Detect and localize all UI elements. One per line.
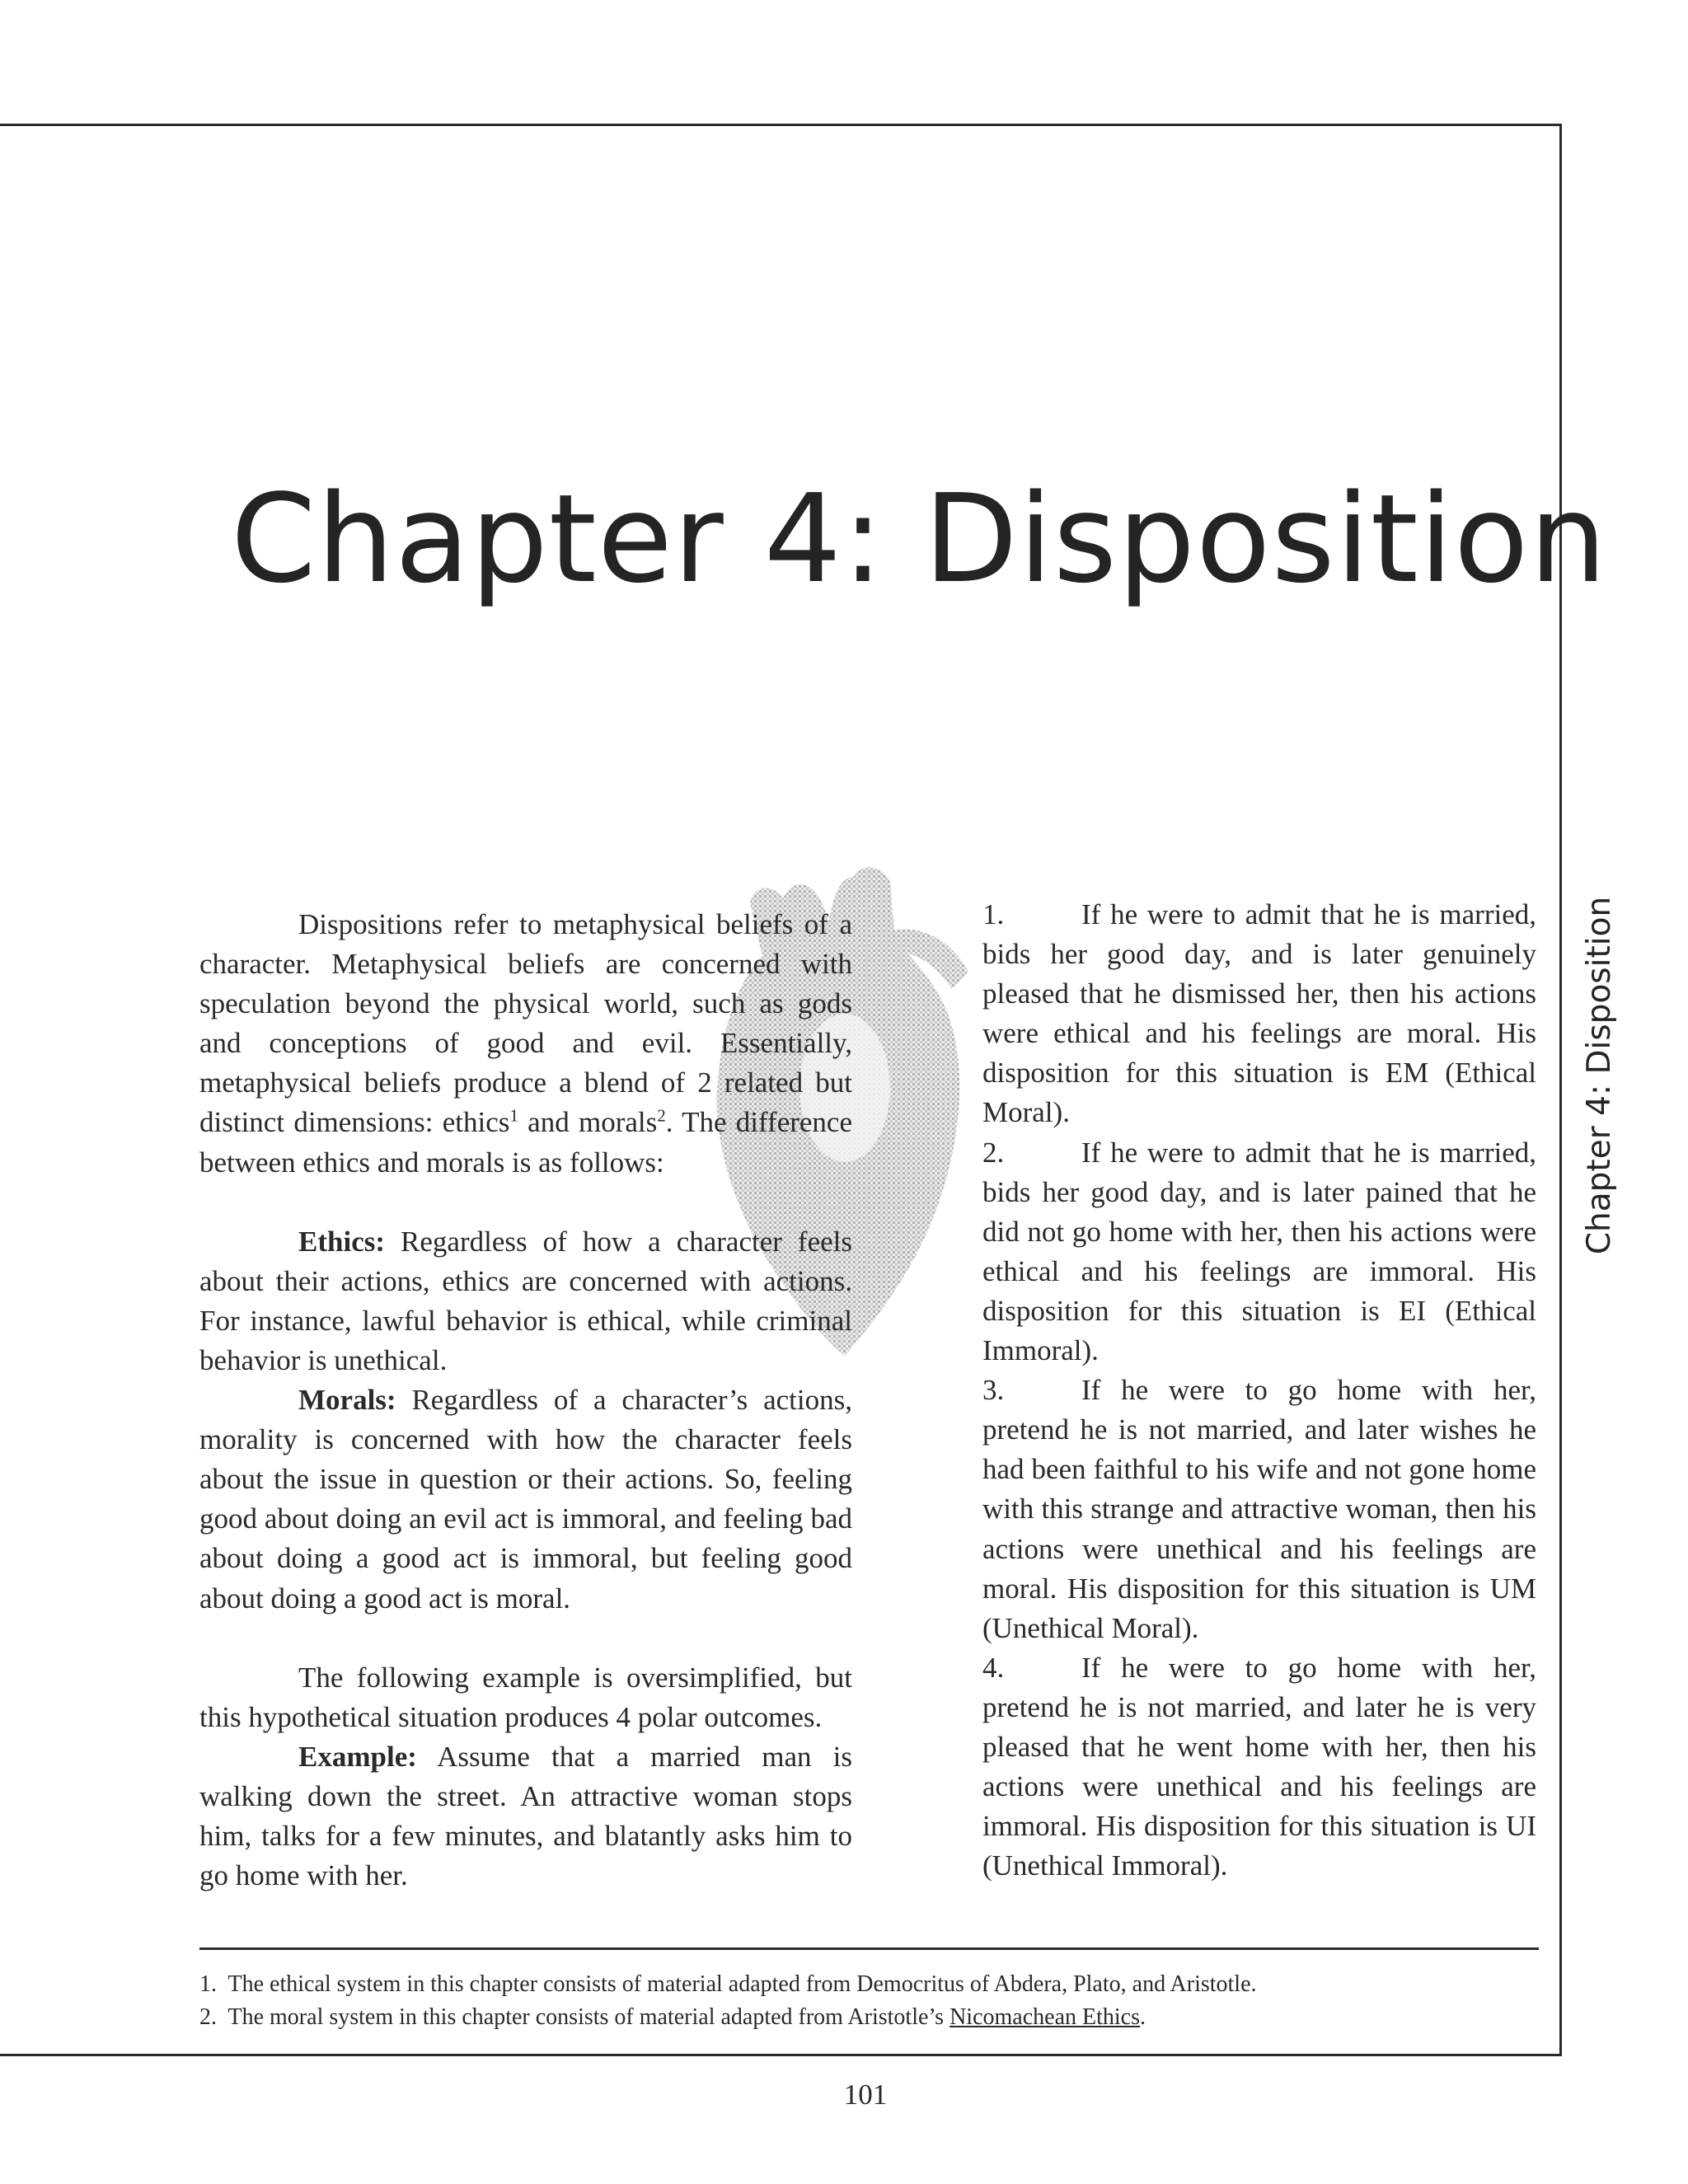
outcome-number: 2.	[982, 1136, 1005, 1169]
outcome-text: If he were to go home with her, pretend he is not married, and later wishes he had been faithful to his wife and not gone home with this strange and attractive woman, then his actions were unethical and his feelings are moral. His disposition for this situation is UM (Unethical Moral).	[982, 1374, 1536, 1644]
footnote-text: The ethical system in this chapter consists of material adapted from Democritus of Abdera, Plato, and Aristotle.	[227, 1971, 1257, 1997]
outcome-number: 4.	[982, 1651, 1005, 1684]
example-intro-paragraph: The following example is oversimplified, but this hypothetical situation produces 4 polar outcomes.	[199, 1661, 852, 1733]
outcome-item	[982, 1371, 1536, 1648]
ethics-text: Regardless of how a character feels about their actions, ethics are concerned with actions. For instance, lawful behavior is ethical, while criminal behavior is unethical.	[199, 1225, 852, 1376]
footnotes	[199, 1968, 1551, 2034]
example-text: Assume that a married man is walking down the street. An attractive woman stops him, talks for a few minutes, and blatantly asks him to go home with her.	[199, 1740, 852, 1892]
ethics-paragraph	[199, 1222, 852, 1380]
morals-term: Morals:	[298, 1384, 396, 1417]
outcome-text: If he were to go home with her, pretend he is not married, and later he is very pleased that he went home with her, then his actions were unethical and his feelings are immoral. His disposition for this situation is UI (Unethical Immoral).	[982, 1651, 1536, 1882]
footnote-text: The moral system in this chapter consists of material adapted from Aristotle’s	[227, 2004, 950, 2030]
example-paragraph	[199, 1737, 852, 1896]
outcome-number: 3.	[982, 1374, 1005, 1407]
morals-text: Regardless of a character’s actions, morality is concerned with how the character feels about the issue in question or their actions. So, feeling good about doing an evil act is immoral, and feeling bad about doing a good act is immoral, but feeling good about doing a good act is moral.	[199, 1384, 852, 1615]
footnote-number: 2.	[199, 2004, 217, 2030]
footnote-ref-2: 2	[657, 1105, 666, 1126]
paragraph-gap	[199, 1183, 852, 1222]
intro-text-b: and morals	[518, 1106, 658, 1139]
footnote-number: 1.	[199, 1971, 217, 1997]
outcome-text: If he were to admit that he is married, bids her good day, and is later genuinely pleased that he dismissed her, then his actions were ethical and his feelings are moral. His disposition for this situation is EM (Ethical Moral).	[982, 898, 1536, 1129]
footnote-ref-1: 1	[509, 1105, 518, 1126]
footnote-text-end: .	[1139, 2004, 1146, 2030]
right-column	[982, 895, 1536, 1886]
outcome-item	[982, 895, 1536, 1133]
left-column	[199, 905, 852, 1896]
outcome-item	[982, 1133, 1536, 1371]
paragraph-gap	[199, 1619, 852, 1658]
ethics-term: Ethics:	[298, 1225, 385, 1258]
intro-text-c: . The difference between ethics and morals is as follows:	[199, 1106, 852, 1179]
outcome-text: If he were to admit that he is married, bids her good day, and is later pained that he did not go home with her, then his actions were ethical and his feelings are immoral. His disposition for this situation is EI (Ethical Immoral).	[982, 1136, 1536, 1367]
outcome-item	[982, 1648, 1536, 1886]
footnote-rule	[199, 1947, 1539, 1950]
morals-paragraph	[199, 1380, 852, 1619]
example-term: Example:	[298, 1740, 417, 1773]
footnote-2	[199, 2001, 1551, 2034]
intro-paragraph	[199, 905, 852, 1183]
chapter-title: Chapter 4: Disposition	[231, 468, 1608, 610]
intro-text-a: Dispositions refer to metaphysical beliefs of a character. Metaphysical beliefs are concerned with speculation beyond the physical world, such as gods and conceptions of good and evil. Essentially, metaphysical beliefs produce a blend of 2 related but distinct dimensions: ethics	[199, 908, 852, 1139]
book-title: Nicomachean Ethics	[950, 2004, 1140, 2030]
outcome-number: 1.	[982, 898, 1005, 930]
page-number: 101	[843, 2079, 888, 2111]
footnote-1	[199, 1968, 1551, 2001]
chapter-side-tab: Chapter 4: Disposition	[1581, 896, 1618, 1255]
